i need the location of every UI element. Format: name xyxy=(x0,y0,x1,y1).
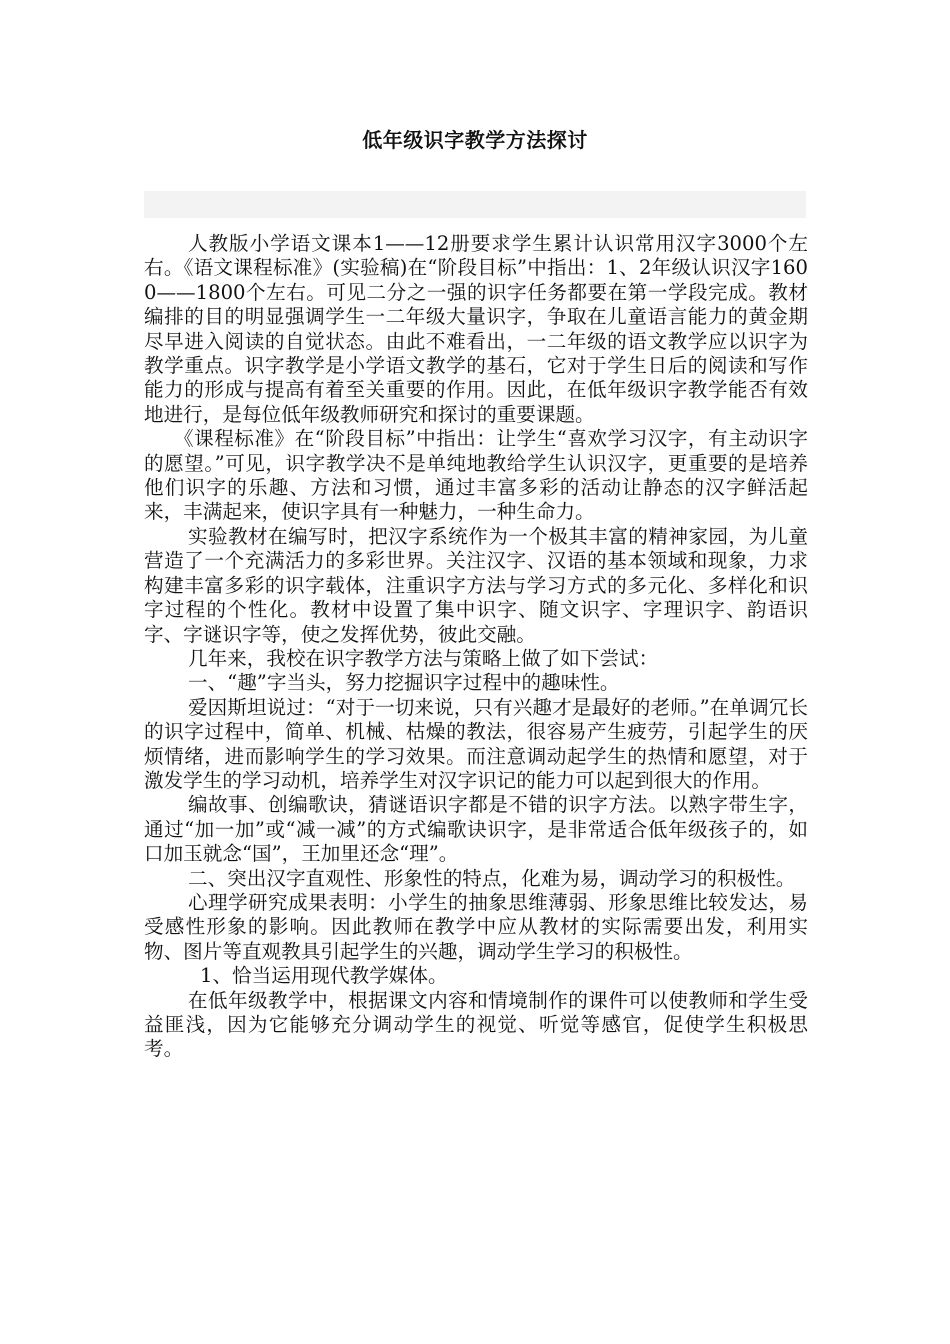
paragraph-multimedia: 在低年级教学中，根据课文内容和情境制作的课件可以使教师和学生受益匪浅，因为它能够充分调动学生的视觉、听觉等感官，促使学生积极思考。 xyxy=(144,988,808,1061)
paragraph-curriculum-standard: 《课程标准》在“阶段目标”中指出：让学生“喜欢学习汉字，有主动识字的愿望。”可见，识字教学决不是单纯地教给学生认识汉字，更重要的是培养他们识字的乐趣、方法和习惯，通过丰富多彩的活动让静态的汉字鲜活起来，丰满起来，使识字具有一种魅力，一种生命力。 xyxy=(144,427,808,524)
document-title: 低年级识字教学方法探讨 xyxy=(362,128,588,152)
shaded-divider-bar xyxy=(144,191,806,218)
subsection-heading-media: 1、恰当运用现代教学媒体。 xyxy=(200,964,448,988)
paragraph-school-attempts: 几年来，我校在识字教学方法与策略上做了如下尝试： xyxy=(188,646,659,670)
section-heading-intuitive: 二、突出汉字直观性、形象性的特点，化难为易，调动学习的积极性。 xyxy=(188,866,796,890)
paragraph-psychology: 心理学研究成果表明：小学生的抽象思维薄弱、形象思维比较发达，易受感性形象的影响。因此教师在教学中应从教材的实际需要出发，利用实物、图片等直观教具引起学生的兴趣，调动学生学习的积极性。 xyxy=(144,890,808,963)
paragraph-textbook-design: 实验教材在编写时，把汉字系统作为一个极其丰富的精神家园，为儿童营造了一个充满活力的多彩世界。关注汉字、汉语的基本领域和现象，力求构建丰富多彩的识字载体，注重识字方法与学习方式的多元化、多样化和识字过程的个性化。教材中设置了集中识字、随文识字、字理识字、韵语识字、字谜识字等，使之发挥优势，彼此交融。 xyxy=(144,524,808,646)
paragraph-einstein-quote: 爱因斯坦说过：“对于一切来说，只有兴趣才是最好的老师。”在单调冗长的识字过程中，简单、机械、枯燥的教法，很容易产生疲劳，引起学生的厌烦情绪，进而影响学生的学习效果。而注意调动起学生的热情和愿望，对于激发学生的学习动机，培养学生对汉字识记的能力可以起到很大的作用。 xyxy=(144,695,808,792)
section-heading-interest: 一、“趣”字当头，努力挖掘识字过程中的趣味性。 xyxy=(188,671,620,695)
document-body xyxy=(144,232,808,1062)
paragraph-stories-rhymes: 编故事、创编歌诀，猜谜语识字都是不错的识字方法。以熟字带生字，通过“加一加”或“减一减”的方式编歌诀识字，是非常适合低年级孩子的，如口加玉就念“国”，王加里还念“理”。 xyxy=(144,793,808,866)
paragraph-intro: 人教版小学语文课本1——12册要求学生累计认识常用汉字3000个左右。《语文课程标准》(实验稿)在“阶段目标”中指出：1、2年级认识汉字1600——1800个左右。可见二分之一强的识字任务都要在第一学段完成。教材编排的目的明显强调学生一二年级大量识字，争取在儿童语言能力的黄金期尽早进入阅读的自觉状态。由此不难看出，一二年级的语文教学应以识字为教学重点。识字教学是小学语文教学的基石，它对于学生日后的阅读和写作能力的形成与提高有着至关重要的作用。因此，在低年级识字教学能否有效地进行，是每位低年级教师研究和探讨的重要课题。 xyxy=(144,232,808,426)
